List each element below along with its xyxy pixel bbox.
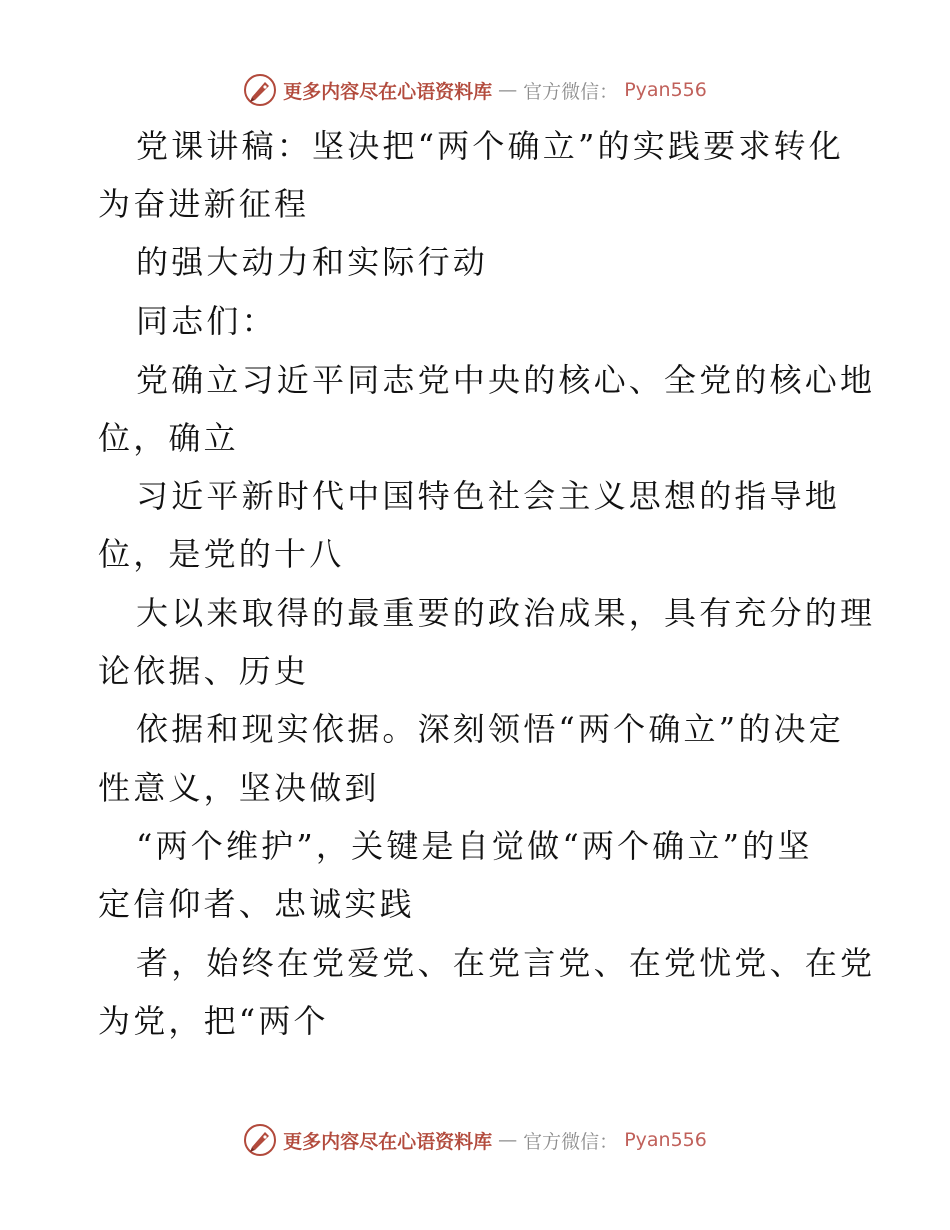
document-title-line-3: 的强大动力和实际行动 xyxy=(136,243,489,281)
paragraph-line: 为党，把“两个 xyxy=(98,1002,329,1040)
watermark-brand: 更多内容尽在心语资料库 xyxy=(283,80,493,103)
watermark-wechat-label: 官方微信： xyxy=(523,1130,619,1153)
paragraph-line: “两个维护”，关键是自觉做“两个确立”的坚 xyxy=(136,827,813,865)
document-title-line-1: 党课讲稿：坚决把“两个确立”的实践要求转化 xyxy=(136,127,844,165)
footer-watermark xyxy=(0,1122,950,1158)
pen-nib-logo-icon xyxy=(243,1123,277,1157)
paragraph-line: 党确立习近平同志党中央的核心、全党的核心地 xyxy=(136,361,876,399)
paragraph-line: 位，是党的十八 xyxy=(98,535,345,573)
watermark-wechat-id: Pyan556 xyxy=(624,79,707,101)
paragraph-line: 位，确立 xyxy=(98,419,239,457)
document-title-line-2: 为奋进新征程 xyxy=(98,185,310,223)
watermark-dash: — xyxy=(498,79,518,101)
paragraph-line: 性意义，坚决做到 xyxy=(98,769,380,807)
paragraph-line: 习近平新时代中国特色社会主义思想的指导地 xyxy=(136,477,841,515)
header-watermark xyxy=(0,72,950,108)
salutation: 同志们： xyxy=(136,302,277,340)
paragraph-line: 论依据、历史 xyxy=(98,652,310,690)
paragraph-line: 定信仰者、忠诚实践 xyxy=(98,885,415,923)
watermark-wechat-id: Pyan556 xyxy=(624,1129,707,1151)
watermark-dash: — xyxy=(498,1129,518,1151)
watermark-brand: 更多内容尽在心语资料库 xyxy=(283,1130,493,1153)
paragraph-line: 者，始终在党爱党、在党言党、在党忧党、在党 xyxy=(136,944,876,982)
watermark-wechat-label: 官方微信： xyxy=(523,80,619,103)
pen-nib-logo-icon xyxy=(243,73,277,107)
paragraph-line: 依据和现实依据。深刻领悟“两个确立”的决定 xyxy=(136,710,844,748)
paragraph-line: 大以来取得的最重要的政治成果，具有充分的理 xyxy=(136,594,876,632)
